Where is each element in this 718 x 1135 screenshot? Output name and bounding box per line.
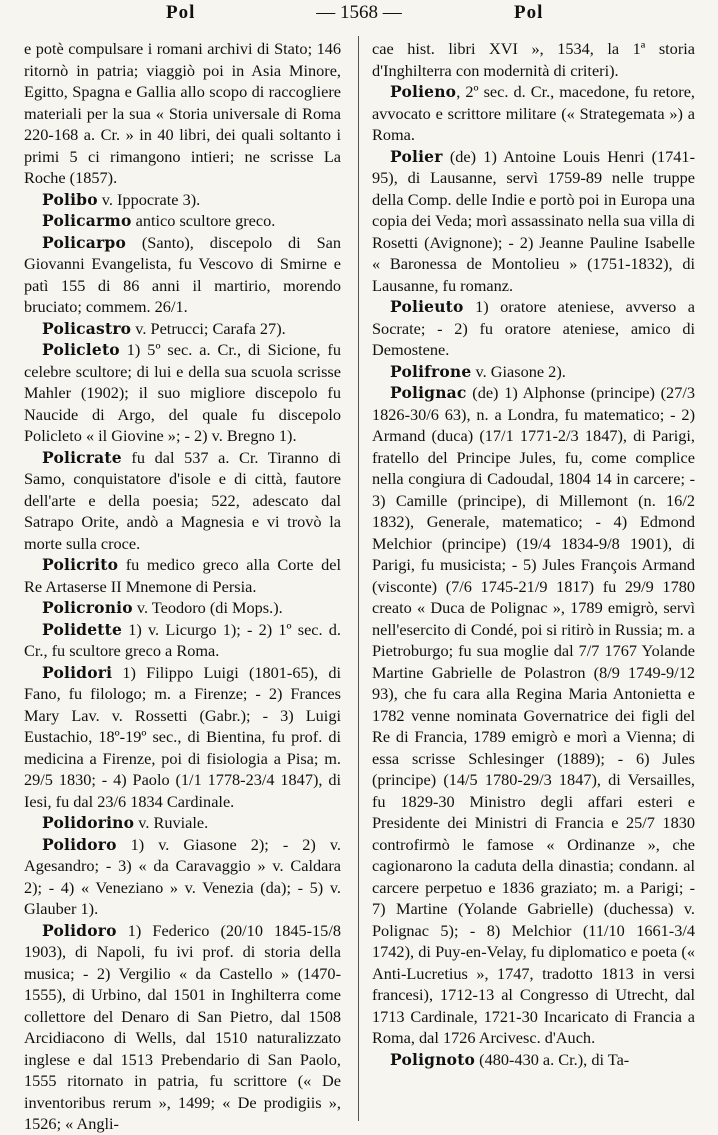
entry-text: (de) 1) Antoine Louis Henri (1741-95), di Lausanne, servì 1759-89 nelle truppe della Comp. delle Indie e portò poi in Europa una copia dei Veda; morì assassinato nella sua villa di Rosetti (Avignone); - 2) Jeanne Pauline Isabelle « Baronessa de Montolieu » (1751-1832), di Lausanne, fu romanz. (372, 146, 695, 295)
entry (24, 339, 341, 447)
entry-text: e potè compulsare i romani archivi di Stato; 146 ritornò in patria; viaggiò poi in Asia Minore, Egitto, Spagna e Gallia allo scopo di raccogliere materiali per la sua « Storia universale di Roma 220-168 a. Cr. » in 40 libri, dei quali soltanto i primi 5 ci rimangono intieri; ne scrisse La Roche (1857). (24, 39, 341, 187)
entry (372, 81, 695, 146)
entry-text: (Santo), discepolo di San Giovanni Evangelista, fu Vescovo di Smirne e patì 155 di 86 anni il martirio, morendo bruciato; commem. 26/1. (24, 232, 341, 316)
entry (372, 361, 695, 383)
entry (24, 447, 341, 555)
entry-text: (480-430 a. Cr.), di Ta- (475, 1049, 630, 1069)
entry-text: fu medico greco alla Corte del Re Artaserse II Mnemone di Persia. (24, 555, 341, 596)
headword: Policleto (42, 340, 120, 359)
headword: Polieno (390, 82, 457, 101)
headword: Polifrone (390, 361, 472, 381)
column-divider (358, 36, 359, 1121)
entry-continuation (372, 38, 695, 81)
entry (372, 1049, 695, 1071)
entry-text: v. Giasone 2). (471, 361, 566, 381)
entry-text: 1) Federico (20/10 1845-15/8 1903), di Napoli, fu ivi prof. di storia della musica; - 2) Vergilio « da Castello » (1470-1555), di Urbino, dal 1501 in Inghilterra come collettore del Denaro di San Pietro, dal 1508 Arcidiacono di Wells, dal 1510 naturalizzato inglese e dal 1513 Prebendario di San Paolo, 1555 ritornato in patria, fu scrittore (« De inventoribus rerum », 1499; « De prodigiis », 1526; « Angli- (24, 920, 341, 1133)
entry (372, 382, 695, 1049)
entry (24, 597, 341, 619)
entry (24, 662, 341, 813)
entry-continuation (24, 38, 341, 189)
entry (24, 812, 341, 834)
entry (24, 834, 341, 920)
headword: Polidorino (42, 813, 135, 832)
entry (24, 619, 341, 662)
entry-text: v. Teodoro (di Mops.). (132, 598, 283, 617)
entry-text: , 2º sec. d. Cr., macedone, fu retore, avvocato e scrittore militare (« Strategemata ») a Roma. (372, 82, 695, 144)
headword: Policrito (42, 555, 119, 574)
entry-text: 1) oratore ateniese, avverso a Socrate; - 2) fu oratore ateniese, amico di Demostene. (372, 297, 695, 359)
headword: Polieuto (390, 297, 464, 316)
headword: Polidoro (42, 920, 117, 940)
entry-text: 1) v. Giasone 2); - 2) v. Agesandro; - 3) « da Caravaggio » v. Caldara 2); - 4) « Veneziano » v. Venezia (da); - 5) v. Glauber 1). (24, 834, 341, 918)
entry (24, 554, 341, 597)
headword: Policastro (42, 318, 132, 338)
headword: Polignac (390, 383, 467, 402)
entry (24, 232, 341, 318)
headword: Polibo (42, 189, 98, 209)
entry (372, 146, 695, 297)
entry-text: v. Ruviale. (134, 813, 209, 832)
entry (24, 189, 341, 211)
headword: Policarmo (42, 211, 132, 230)
left-column (24, 38, 341, 1135)
entry (24, 318, 341, 340)
page-number: — 1568 — (316, 2, 402, 23)
headword: Polidette (42, 619, 123, 639)
headword: Polier (390, 146, 443, 166)
header-left-keyword: Pol (166, 2, 196, 23)
entry-text: fu dal 537 a. Cr. Tiranno di Samo, conquistatore d'isole e di città, fautore dell'arte e della poesia; 522, adescato dal Satrapo Orite, andò a Magnesia e vi trovò la morte sulla croce. (24, 447, 341, 553)
entry-text: 1) v. Licurgo 1); - 2) 1º sec. d. Cr., fu scultore greco a Roma. (24, 619, 341, 660)
headword: Policronio (42, 598, 133, 617)
entry-text: cae hist. libri XVI », 1534, la 1ª storia d'Inghilterra con modernità di criteri). (372, 39, 695, 80)
entry-text: 1) Filippo Luigi (1801-65), di Fano, fu filologo; m. a Firenze; - 2) Frances Mary Lav. v. Rossetti (Gabr.); - 3) Luigi Eustachio, 18º-19º sec., di Bientina, fu prof. di medicina a Firenze, poi di fisiologia a Pisa; m. 29/5 1830; - 4) Paolo (1/1 1778-23/4 1847), di Iesi, fu dal 23/6 1834 Cardinale. (24, 662, 341, 811)
entry (24, 210, 341, 232)
headword: Polidoro (42, 834, 117, 854)
headword: Polignoto (390, 1049, 476, 1069)
entry-text: (de) 1) Alphonse (principe) (27/3 1826-30/6 63), n. a Londra, fu matematico; - 2) Armand (duca) (17/1 1771-2/3 1847), di Parigi, fratello del Principe Jules, fu, come complice nella congiura di Cadoudal, 1804 14 in carcere; - 3) Camille (principe), di Millemont (n. 16/2 1832), Generale, matematico; - 4) Edmond Melchior (principe) (19/4 1834-9/8 1901), di Parigi, fu musicista; - 5) Jules François Armand (visconte) (7/6 1745-21/9 1817) fu 29/9 1780 creato « Duca de Polignac », 1789 emigrò, servì nell'esercito di Condé, poi si ritirò in Russia; m. a Pietroburgo; fu sua moglie dal 7/7 1767 Yolande Martine Gabrielle de Polastron (8/9 1749-9/12 93), che fu cara alla Regina Maria Antonietta e 1782 venne nominata Governatrice dei figli del Re di Francia, 1789 emigrò e morì a Vienna; di essa scrisse Schlesinger (1889); - 6) Jules (principe) (14/5 1780-29/3 1847), di Versailles, fu 1829-30 Ministro degli affari esteri e Presidente dei Ministri di Francia e 25/7 1830 controfirmò le famose « Ordinanze », che cagionarono la caduta della dinastia; condann. al carcere perpetuo e 1836 graziato; m. a Parigi; - 7) Martine (Yolande Gabrielle) (duchessa) v. Polignac 5); - 8) Melchior (11/10 1661-3/4 1742), di Puy-en-Velay, fu diplomatico e poeta (« Anti-Lucretius », 1747, tradotto 1813 in versi francesi), 1712-13 al Congresso di Utrecht, dal 1713 Cardinale, 1721-30 Incaricato di Francia a Roma, dal 1726 Arcivesc. d'Auch. (372, 383, 695, 1047)
entry-text: antico scultore greco. (131, 211, 276, 230)
page-header (0, 0, 718, 34)
headword: Policrate (42, 447, 122, 467)
entry-text: 1) 5º sec. a. Cr., di Sicione, fu celebre scultore; di lui e della sua scuola scrisse Mahler (1902); il suo migliore discepolo fu Naucide di Argo, del quale fu discepolo Policleto « il Giovine »; - 2) v. Bregno 1). (24, 340, 341, 445)
entry (24, 920, 341, 1135)
headword: Policarpo (42, 232, 126, 252)
entry-text: v. Ippocrate 3). (97, 189, 201, 209)
headword: Polidori (42, 662, 113, 682)
header-right-keyword: Pol (514, 2, 544, 23)
entry-text: v. Petrucci; Carafa 27). (131, 318, 286, 338)
entry (372, 296, 695, 361)
right-column (372, 38, 695, 1070)
